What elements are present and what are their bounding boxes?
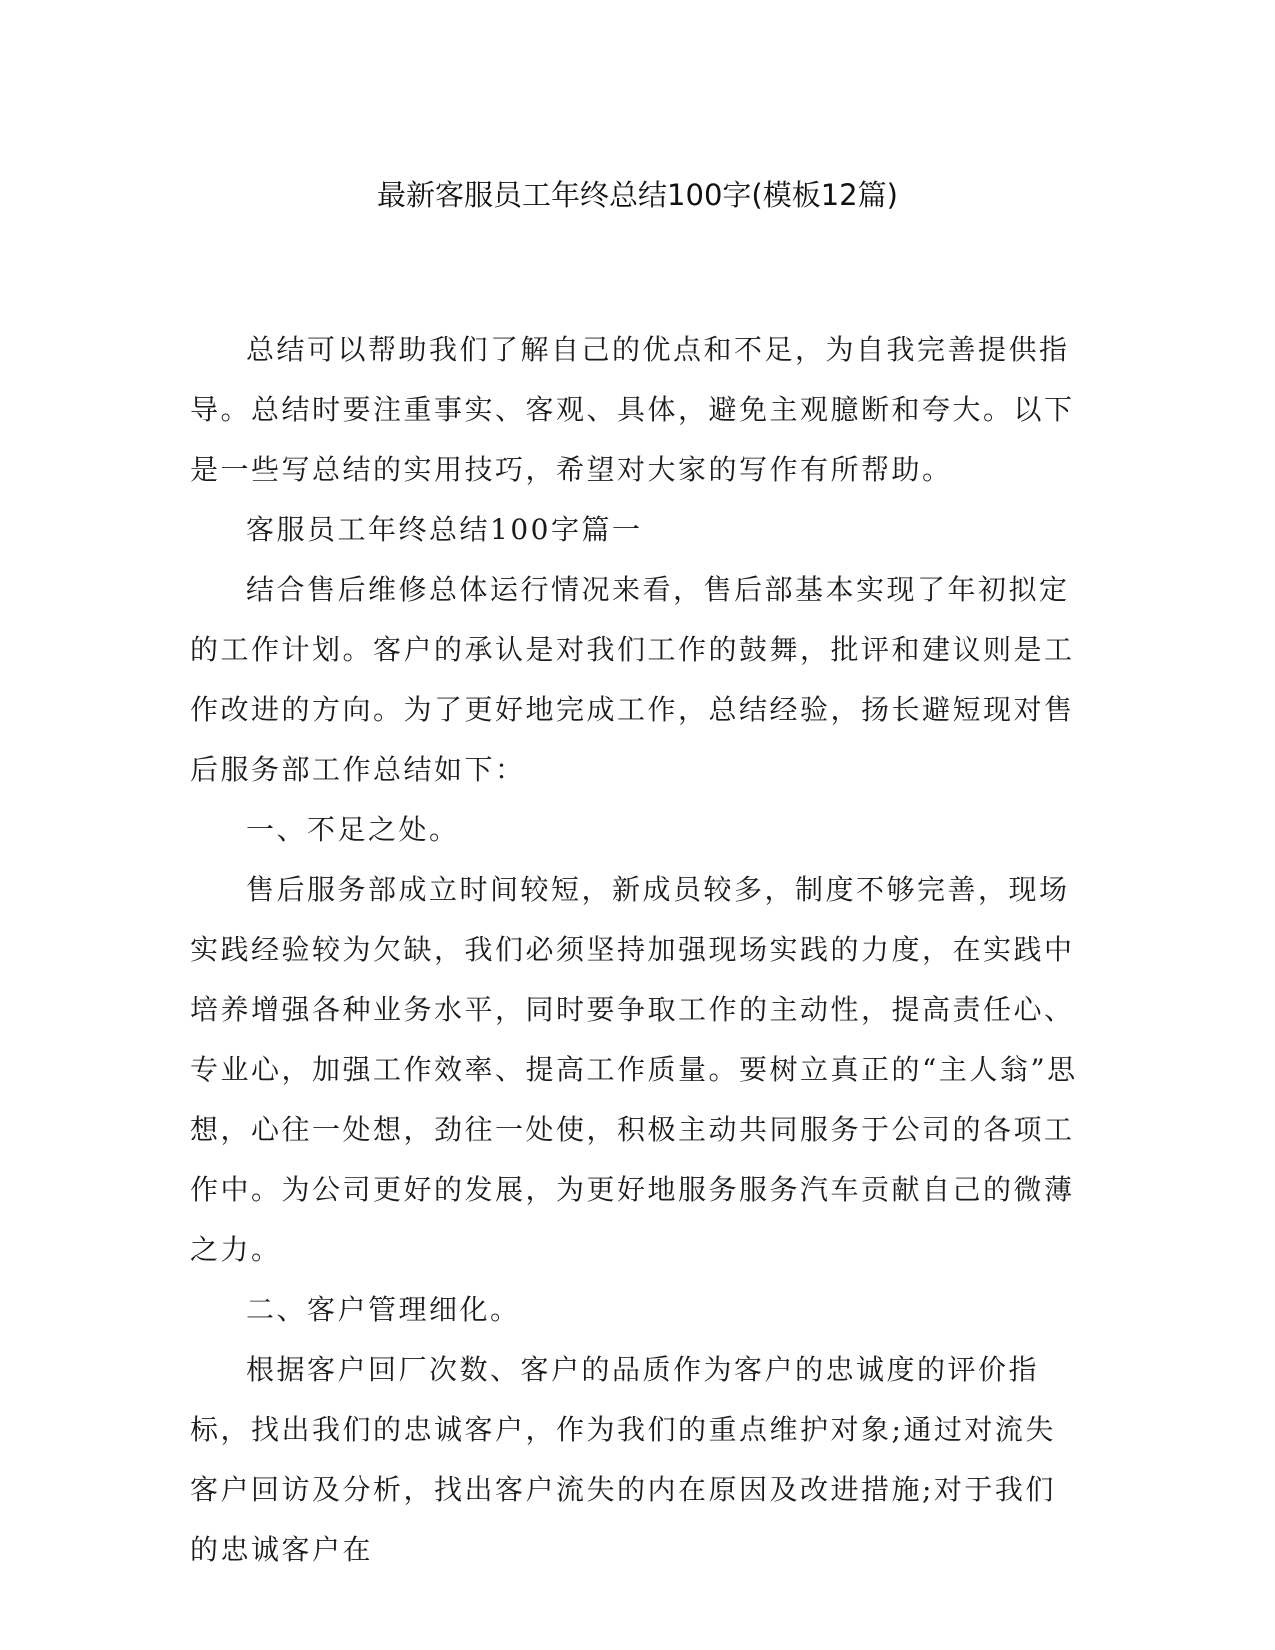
subheading-shortcomings: 一、不足之处。 [246,813,460,846]
subheading-customer-management: 二、客户管理细化。 [246,1293,521,1326]
document-title: 最新客服员工年终总结100字(模板12篇) [377,178,898,212]
intro-paragraph: 总结可以帮助我们了解自己的优点和不足，为自我完善提供指导。总结时要注重事实、客观、具体，避免主观臆断和夸大。以下是一些写总结的实用技巧，希望对大家的写作有所帮助。 [190,333,1075,486]
body-paragraph: 根据客户回厂次数、客户的品质作为客户的忠诚度的评价指标，找出我们的忠诚客户，作为我们的重点维护对象;通过对流失客户回访及分析，找出客户流失的内在原因及改进措施;对于我们的忠诚客户在 [190,1353,1056,1566]
document-body [190,320,1080,1580]
section-heading-part-one: 客服员工年终总结100字篇一 [246,513,643,546]
body-paragraph: 结合售后维修总体运行情况来看，售后部基本实现了年初拟定的工作计划。客户的承认是对我们工作的鼓舞，批评和建议则是工作改进的方向。为了更好地完成工作，总结经验，扬长避短现对售后服务部工作总结如下： [190,573,1075,786]
body-paragraph: 售后服务部成立时间较短，新成员较多，制度不够完善，现场实践经验较为欠缺，我们必须坚持加强现场实践的力度，在实践中培养增强各种业务水平，同时要争取工作的主动性，提高责任心、专业心，加强工作效率、提高工作质量。要树立真正的“主人翁”思想，心往一处想，劲往一处使，积极主动共同服务于公司的各项工作中。为公司更好的发展，为更好地服务服务汽车贡献自己的微薄之力。 [190,873,1078,1266]
